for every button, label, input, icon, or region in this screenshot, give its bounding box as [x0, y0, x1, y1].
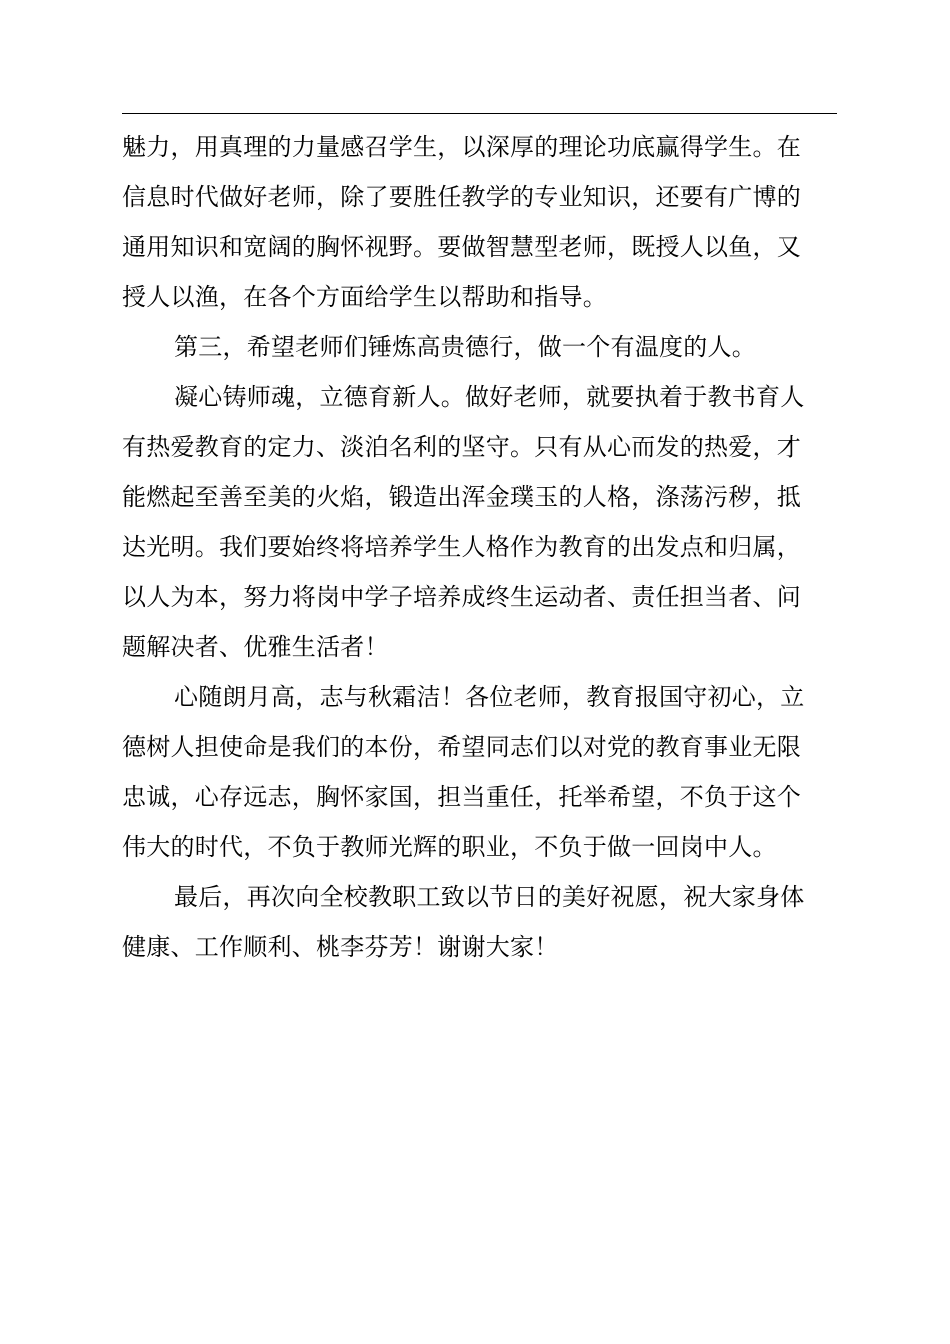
paragraph-mission [122, 672, 838, 872]
text-line: 以人为本，努力将岗中学子培养成终生运动者、责任担当者、问 [122, 583, 801, 611]
paragraph-closing [122, 872, 838, 972]
text-line: 题解决者、优雅生活者！ [122, 633, 389, 661]
text-line: 心随朗月高，志与秋霜洁！各位老师，教育报国守初心，立 [174, 683, 805, 711]
text-line: 第三，希望老师们锤炼高贵德行，做一个有温度的人。 [174, 333, 756, 361]
header-rule [122, 113, 837, 114]
text-line: 有热爱教育的定力、淡泊名利的坚守。只有从心而发的热爱，才 [122, 433, 801, 461]
text-line: 达光明。我们要始终将培养学生人格作为教育的出发点和归属， [122, 533, 801, 561]
text-line: 能燃起至善至美的火焰，锻造出浑金璞玉的人格，涤荡污秽，抵 [122, 483, 801, 511]
paragraph-continuation [122, 122, 838, 322]
text-line: 伟大的时代，不负于教师光辉的职业，不负于做一回岗中人。 [122, 833, 777, 861]
paragraph-third-point [122, 322, 838, 372]
text-line: 授人以渔，在各个方面给学生以帮助和指导。 [122, 283, 607, 311]
document-body [122, 122, 838, 972]
text-line: 德树人担使命是我们的本份，希望同志们以对党的教育事业无限 [122, 733, 801, 761]
text-line: 最后，再次向全校教职工致以节日的美好祝愿，祝大家身体 [174, 883, 805, 911]
text-line: 凝心铸师魂，立德育新人。做好老师，就要执着于教书育人 [174, 383, 805, 411]
text-line: 忠诚，心存远志，胸怀家国，担当重任，托举希望，不负于这个 [122, 783, 801, 811]
text-line: 健康、工作顺利、桃李芬芳！谢谢大家！ [122, 933, 559, 961]
paragraph-teacher-soul [122, 372, 838, 672]
text-line: 通用知识和宽阔的胸怀视野。要做智慧型老师，既授人以鱼，又 [122, 233, 801, 261]
text-line: 信息时代做好老师，除了要胜任教学的专业知识，还要有广博的 [122, 183, 801, 211]
text-line: 魅力，用真理的力量感召学生，以深厚的理论功底赢得学生。在 [122, 133, 801, 161]
